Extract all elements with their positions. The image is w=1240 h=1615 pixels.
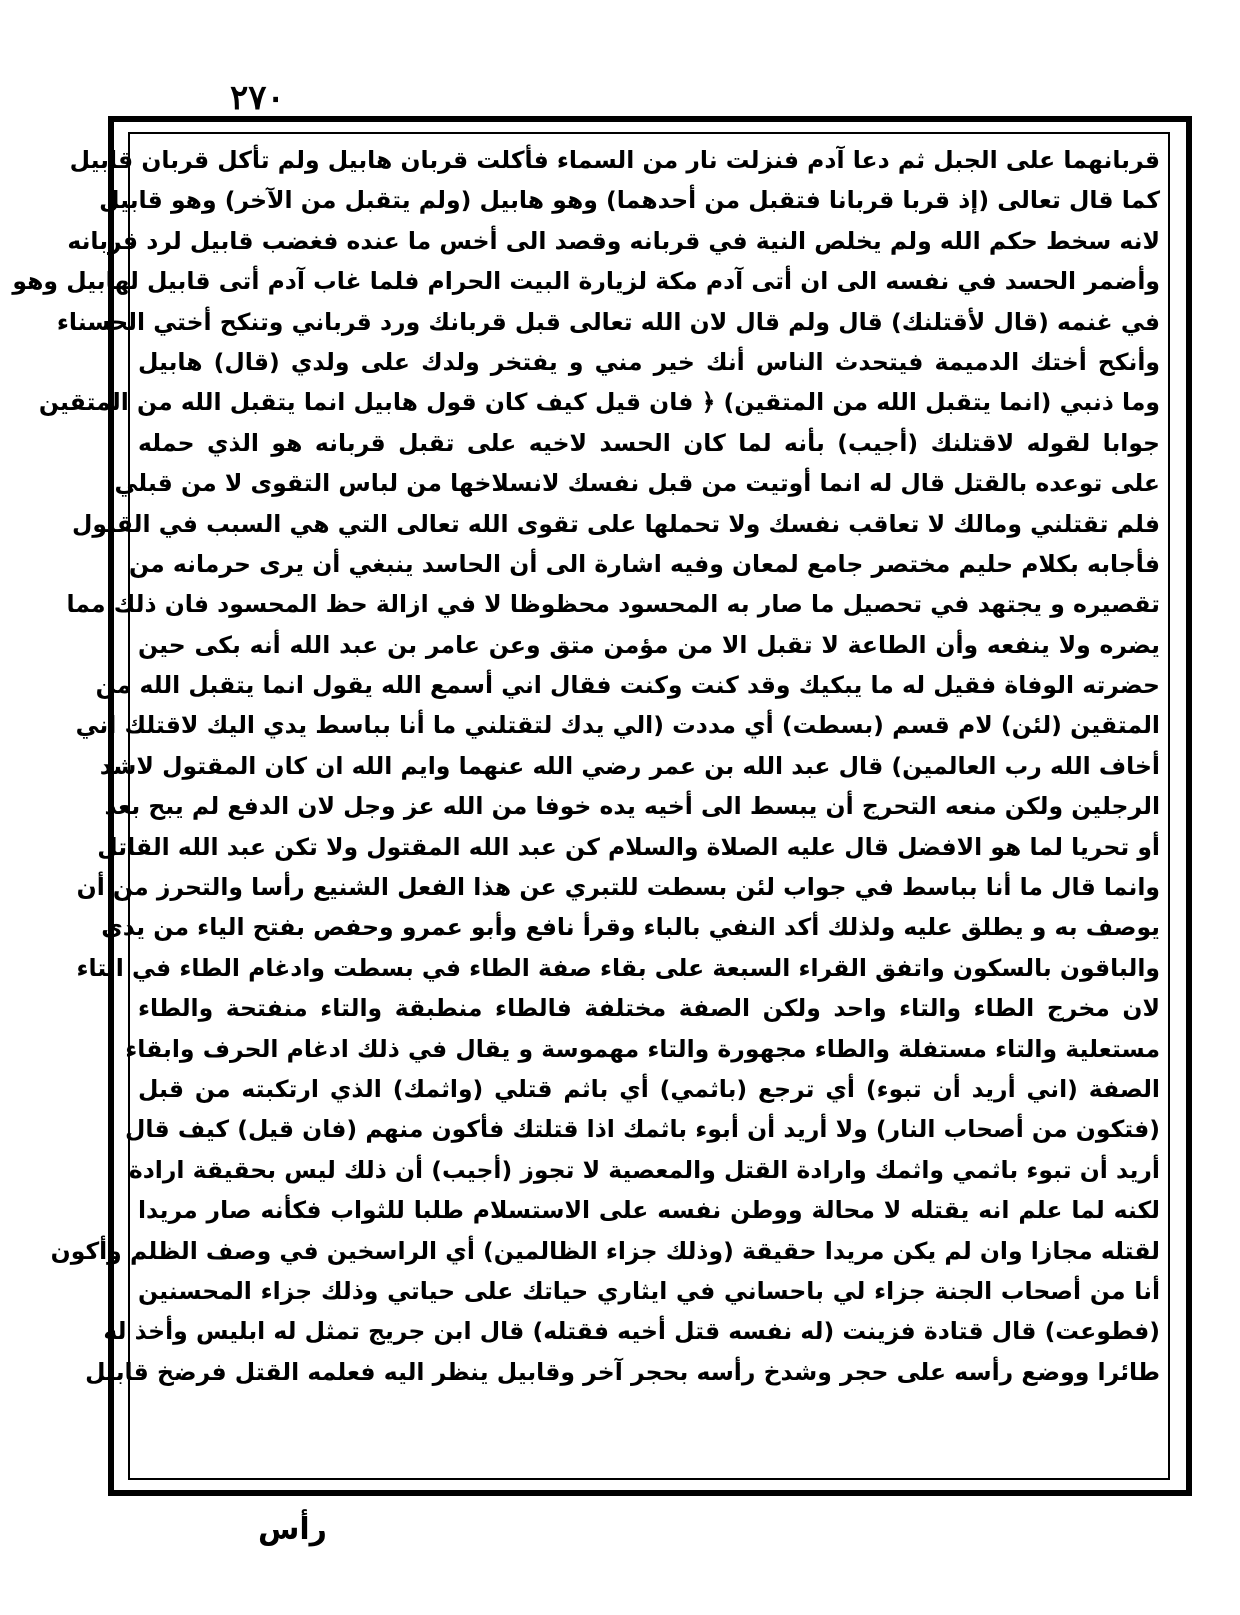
text-line: والباقون بالسكون واتفق القراء السبعة على بقاء صفة الطاء في بسطت وادغام الطاء في التاء	[76, 953, 1160, 982]
text-line: وأضمر الحسد في نفسه الى ان أتى آدم مكة لزيارة البيت الحرام فلما غاب آدم أتى قابيل لهابيل وهو	[12, 267, 1160, 296]
text-line: طائرا ووضع رأسه على حجر وشدخ رأسه بحجر آخر وقابيل ينظر اليه فعلمه القتل فرضخ قابيل	[85, 1357, 1160, 1386]
text-line: أخاف الله رب العالمين) قال عبد الله بن عمر رضي الله عنهما وايم الله ان كان المقتول لاشد	[99, 751, 1160, 780]
text-line: أو تحريا لما هو الافضل قال عليه الصلاة والسلام كن عبد الله المقتول ولا تكن عبد الله القاتل	[97, 832, 1160, 861]
text-line: لكنه لما علم انه يقتله لا محالة ووطن نفسه على الاستسلام طلبا للثواب فكأنه صار مريدا	[138, 1196, 1160, 1225]
text-line: تقصيره و يجتهد في تحصيل ما صار به المحسود محظوظا لا في ازالة حظ المحسود فان ذلك مما	[66, 590, 1160, 619]
text-line: وأنكح أختك الدميمة فيتحدث الناس أنك خير مني و يفتخر ولدك على ولدي (قال) هابيل	[138, 347, 1160, 376]
body-text	[12, 140, 1160, 1474]
text-line: فأجابه بكلام حليم مختصر جامع لمعان وفيه اشارة الى أن الحاسد ينبغي أن يرى حرمانه من	[129, 549, 1160, 578]
text-line: أنا من أصحاب الجنة جزاء لي باحساني في ايثاري حياتك على حياتي وذلك جزاء المحسنين	[138, 1276, 1160, 1305]
text-line: قربانهما على الجبل ثم دعا آدم فنزلت نار من السماء فأكلت قربان هابيل ولم تأكل قربان قابيل	[69, 146, 1160, 174]
text-line: المتقين (لئن) لام قسم (بسطت) أي مددت (الي يدك لتقتلني ما أنا بباسط يدي اليك لاقتلك اني	[75, 711, 1160, 740]
catchword: رأس	[258, 1512, 327, 1547]
text-line: وما ذنبي (انما يتقبل الله من المتقين) ﴿ فان قيل كيف كان قول هابيل انما يتقبل الله من المتقين	[38, 388, 1160, 417]
text-line: يضره ولا ينفعه وأن الطاعة لا تقبل الا من مؤمن متق وعن عامر بن عبد الله أنه بكى حين	[138, 630, 1160, 659]
text-line: (فطوعت) قال قتادة فزينت (له نفسه قتل أخيه فقتله) قال ابن جريج تمثل له ابليس وأخذ له	[103, 1317, 1160, 1346]
text-line: كما قال تعالى (إذ قربا قربانا فتقبل من أحدهما) وهو هابيل (ولم يتقبل من الآخر) وهو قابيل	[99, 186, 1160, 215]
text-line: لان مخرج الطاء والتاء واحد ولكن الصفة مختلفة فالطاء منطبقة والتاء منفتحة والطاء	[138, 994, 1160, 1023]
text-line: لقتله مجازا وان لم يكن مريدا حقيقة (وذلك جزاء الظالمين) أي الراسخين في وصف الظلم وأكون	[50, 1236, 1160, 1265]
text-line: الرجلين ولكن منعه التحرج أن يبسط الى أخيه يده خوفا من الله عز وجل لان الدفع لم يبح بعد	[104, 792, 1160, 821]
text-line: مستعلية والتاء مستفلة والطاء مجهورة والتاء مهموسة و يقال في ذلك ادغام الحرف وابقاء	[125, 1034, 1160, 1063]
text-line: وانما قال ما أنا بباسط في جواب لئن بسطت للتبري عن هذا الفعل الشنيع رأسا والتحرز من أن	[76, 873, 1160, 902]
text-line: (فتكون من أصحاب النار) ولا أريد أن أبوء باثمك اذا قتلتك فأكون منهم (فان قيل) كيف قال	[125, 1115, 1160, 1144]
text-line: على توعده بالقتل قال له انما أوتيت من قبل نفسك لانسلاخها من لباس التقوى لا من قبلي	[114, 469, 1160, 498]
text-line: في غنمه (قال لأقتلنك) قال ولم قال لان الله تعالى قبل قربانك ورد قرباني وتنكح أختي الحسناء	[56, 307, 1160, 336]
text-line: الصفة (اني أريد أن تبوء) أي ترجع (باثمي) أي باثم قتلي (واثمك) الذي ارتكبته من قبل	[138, 1074, 1160, 1103]
text-line: يوصف به و يطلق عليه ولذلك أكد النفي بالباء وقرأ نافع وأبو عمرو وحفص بفتح الياء من يدي	[101, 913, 1160, 942]
text-line: أريد أن تبوء باثمي واثمك وارادة القتل والمعصية لا تجوز (أجيب) أن ذلك ليس بحقيقة ارادة	[128, 1155, 1160, 1184]
page-number: ٢٧٠	[230, 78, 285, 118]
text-line: لانه سخط حكم الله ولم يخلص النية في قربانه وقصد الى أخس ما عنده فغضب قابيل لرد قربانه	[67, 226, 1160, 255]
text-line: حضرته الوفاة فقيل له ما يبكيك وقد كنت وكنت فقال اني أسمع الله يقول انما يتقبل الله من	[95, 671, 1160, 700]
text-line: جوابا لقوله لاقتلنك (أجيب) بأنه لما كان الحسد لاخيه على تقبل قربانه هو الذي حمله	[138, 428, 1160, 457]
text-line: فلم تقتلني ومالك لا تعاقب نفسك ولا تحملها على تقوى الله تعالى التي هي السبب في القبول	[72, 509, 1160, 538]
